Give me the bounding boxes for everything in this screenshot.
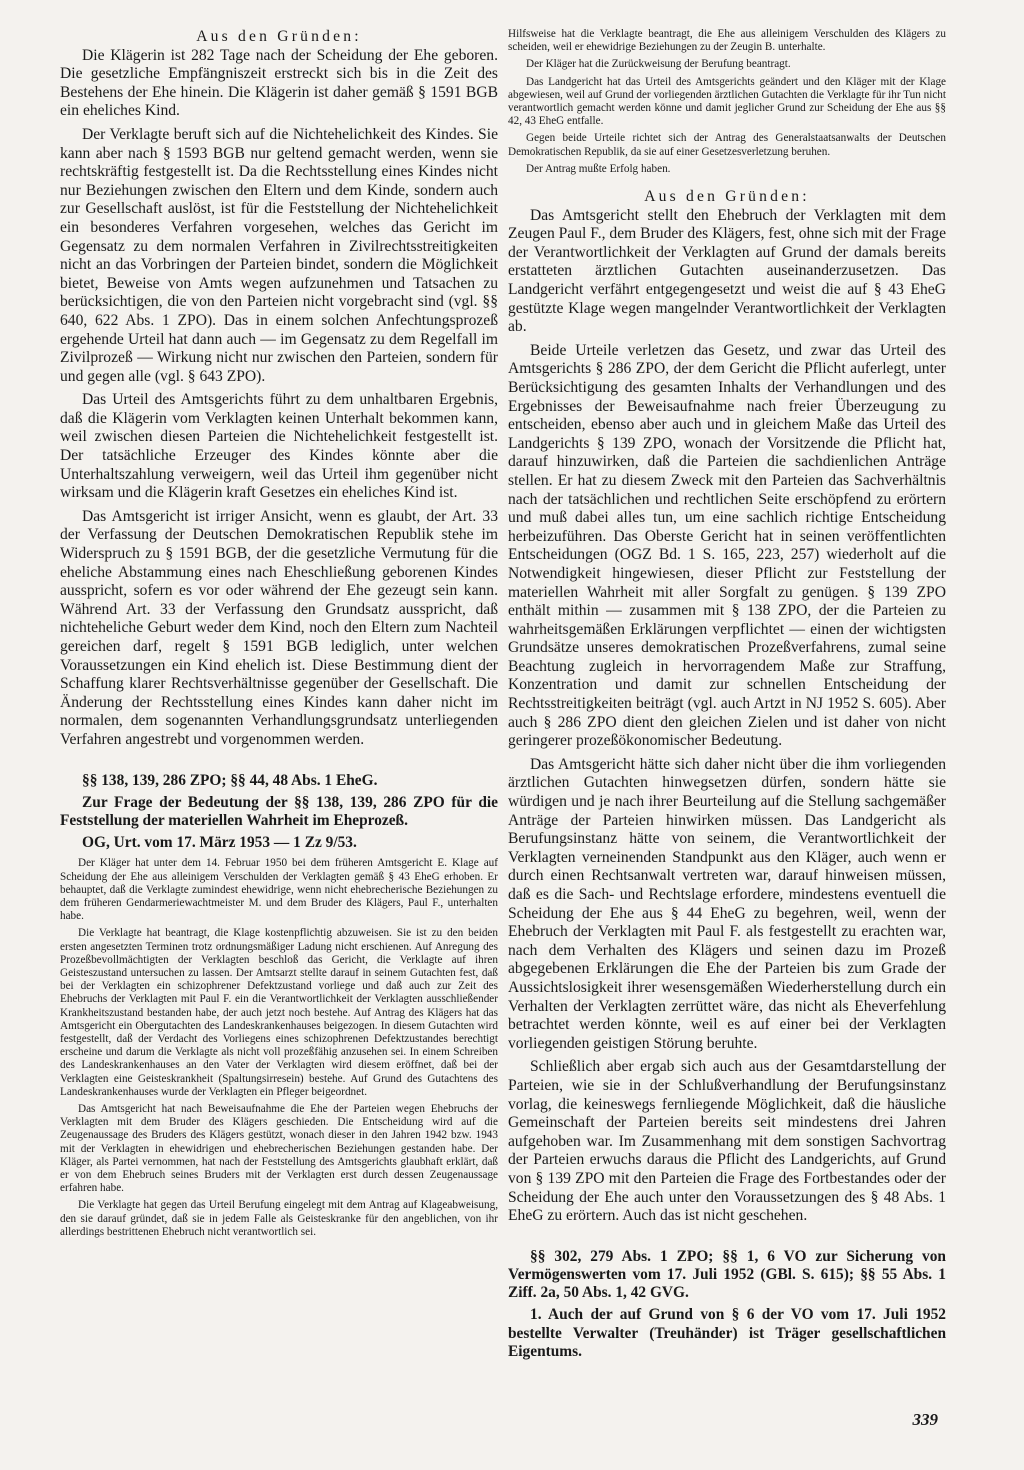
- paragraph: Das Amtsgericht stellt den Ehebruch der Verklagten mit dem Zeugen Paul F., dem Bruder des Klägers, fest, ohne sich mit der Frage der Verantwortlichkeit der Verklagten auf Grund der damals bereits erstatteten ärztlichen Gutachten auseinanderzusetzen. Das Landgericht verfährt entgegengesetzt und weist die auf § 43 EheG gestützte Klage wegen mangelnder Verantwortlichkeit der Verklagten ab.: [508, 206, 946, 336]
- law-reference: §§ 138, 139, 286 ZPO; §§ 44, 48 Abs. 1 EheG.: [82, 771, 378, 789]
- right-column: [508, 28, 946, 1361]
- paragraph: Das Urteil des Amtsgerichts führt zu dem unhaltbaren Ergebnis, daß die Klägerin vom Verklagten keinen Unterhalt bekommen kann, weil zwischen diesen Parteien die Nichtehelichkeit festgestellt ist. Der tatsächliche Erzeuger des Kindes könnte aber die Unterhaltszahlung verweigern, weil das Urteil ihm gegenüber nicht wirksam und die Klägerin kraft Gesetzes ein eheliches Kind ist.: [60, 391, 498, 502]
- small-paragraph: Gegen beide Urteile richtet sich der Antrag des Generalstaatsanwalts der Deutschen Demokratischen Republik, da sie auf einer Gesetzesverletzung beruhen.: [508, 132, 946, 158]
- small-paragraph: Das Landgericht hat das Urteil des Amtsgerichts geändert und den Kläger mit der Klage abgewiesen, weil auf Grund der vorliegenden ärztlichen Gutachten die Verklagte für ihr Tun nicht verantwortlich gemacht werden könne und damit jeglicher Grund zur Scheidung der Ehe aus §§ 42, 43 EheG entfalle.: [508, 75, 946, 128]
- small-paragraph: Hilfsweise hat die Verklagte beantragt, die Ehe aus alleinigem Verschulden des Klägers zu scheiden, weil er ehewidrige Beziehungen zu der Zeugin B. unterhalte.: [508, 28, 946, 54]
- case-citation: OG, Urt. vom 17. März 1953 — 1 Zz 9/53.: [82, 834, 357, 852]
- page-number: 339: [912, 1410, 938, 1429]
- small-paragraph: Der Kläger hat die Zurückweisung der Berufung beantragt.: [526, 58, 791, 71]
- paragraph: Beide Urteile verletzen das Gesetz, und zwar das Urteil des Amtsgerichts § 286 ZPO, der dem Gericht die Pflicht auferlegt, unter Berücksichtigung des gesamten Inhalts der Verhandlungen und des Ergebnisses der Beweisaufnahme nach freier Überzeugung zu entscheiden, ebenso aber auch und in gleichem Maße das Urteil des Landgerichts § 139 ZPO, wonach der Vorsitzende die Pflicht hat, darauf hinzuwirken, daß die Parteien die sachdienlichen Anträge stellen. Er hat zu diesem Zweck mit den Parteien das Sachverhältnis nach der tatsächlichen und rechtlichen Seite erschöpfend zu erörtern und muß dabei alles tun, um eine sachlich richtige Entscheidung herbeizuführen. Das Oberste Gericht hat in seinen veröffentlichten Entscheidungen (OGZ Bd. 1 S. 165, 223, 257) wiederholt auf die Notwendigkeit hingewiesen, dieser Pflicht zur Feststellung der materiellen Wahrheit mit aller Sorgfalt zu genügen. § 139 ZPO enthält mithin — zusammen mit § 138 ZPO, der die Parteien zu wahrheitsgemäßen Erklärungen verpflichtet — einen der wichtigsten Grundsätze unseres demokratischen Prozeßverfahrens, zumal seine Beachtung zugleich in hervorragendem Maße zur Straffung, Konzentration und damit zur schnellen Entscheidung der Rechtsstreitigkeiten beiträgt (vgl. auch Artzt in NJ 1952 S. 605). Aber auch § 286 ZPO dient den gleichen Zielen und ist daher von nicht geringerer prozeßökonomischer Bedeutung.: [508, 341, 946, 750]
- small-paragraph: Der Kläger hat unter dem 14. Februar 1950 bei dem früheren Amtsgericht E. Klage auf Scheidung der Ehe aus alleinigem Verschulden der Verklagten gemäß § 43 EheG erhoben. Er behauptet, daß die Verklagte zumindest ehewidrige, wenn nicht ehebrecherische Beziehungen zu dem früheren Gendarmeriewachtmeister M. und dem Bruder des Klägers, Paul F., unterhalten habe.: [60, 857, 498, 923]
- paragraph: Das Amtsgericht hätte sich daher nicht über die ihm vorliegenden ärztlichen Gutachten hinwegsetzen dürfen, sondern hätte sie würdigen und je nach ihrer Beurteilung auf die Stellung sachgemäßer Anträge der Parteien hinwirken müssen. Das Landgericht als Berufungsinstanz hätte von seinem, die Verantwortlichkeit der Verklagten verneinenden Standpunkt aus den Kläger, auch wenn er durch einen Rechtsanwalt vertreten war, darauf hinweisen müssen, daß es die Sach- und Rechtslage erfordere, mindestens eventuell die Scheidung der Ehe aus § 44 EheG zu begehren, weil, wenn der Ehebruch der Verklagten mit Paul F. als festgestellt zu erachten war, nach dem Verhalten des Klägers und seinen dazu im Prozeß abgegebenen Erklärungen die Ehe der Parteien bis zum Grade der Aussichtslosigkeit ihrer wesensgemäßen Wiederherstellung durch ein Verhalten der Verklagten zerrüttet wäre, das nicht als Eheverfehlung betrachtet werden könnte, weil es auf einer bei der Verklagten vorliegenden geistigen Störung beruhte.: [508, 755, 946, 1052]
- section-heading: Aus den Gründen:: [196, 28, 362, 45]
- paragraph: Das Amtsgericht ist irriger Ansicht, wenn es glaubt, der Art. 33 der Verfassung der Deutschen Demokratischen Republik stehe im Widerspruch zu § 1591 BGB, der die gesetzliche Vermutung für die eheliche Abstammung eines nach Eheschließung geborenen Kindes ausspricht, sofern es vor oder während der Ehe gezeugt sein kann. Während Art. 33 der Verfassung den Grundsatz ausspricht, daß nichteheliche Geburt weder dem Kind, noch den Eltern zum Nachteil gereichen darf, regelt § 1591 BGB lediglich, unter welchen Voraussetzungen ein Kind ehelich ist. Diese Bestimmung dient der Schaffung klarer Rechtsverhältnisse gegenüber der Gesellschaft. Die Änderung der Rechtsstellung eines Kindes kann daher nicht im normalen, dem sogenannten Verhandlungsgrundsatz unterliegenden Verfahren angestrebt und vorgenommen werden.: [60, 507, 498, 748]
- paragraph: Schließlich aber ergab sich auch aus der Gesamtdarstellung der Parteien, wie sie in der Schlußverhandlung der Berufungsinstanz vorlag, die keineswegs fernliegende Möglichkeit, daß die häusliche Gemeinschaft der Parteien bereits seit mindestens drei Jahren aufgehoben war. Im Zusammenhang mit dem sonstigen Sachvortrag der Parteien erwuchs daraus die Pflicht des Landgerichts, auf Grund von § 139 ZPO mit den Parteien die Frage des Fortbestandes oder der Scheidung der Ehe auch unter den Voraussetzungen des § 48 Abs. 1 EheG zu erörtern. Auch das ist nicht geschehen.: [508, 1058, 946, 1225]
- section-heading: Aus den Gründen:: [644, 188, 810, 206]
- case-headnote: 1. Auch der auf Grund von § 6 der VO vom 17. Juli 1952 bestellte Verwalter (Treuhänder) ist Träger gesellschaftlichen Eigentums.: [508, 1306, 946, 1360]
- small-paragraph: Das Amtsgericht hat nach Beweisaufnahme die Ehe der Parteien wegen Ehebruchs der Verklagten mit dem Bruder des Klägers geschieden. Die Entscheidung wird auf die Zeugenaussage des Bruders des Klägers gestützt, wonach dieser in den Jahren 1942 bzw. 1943 mit der Verklagten in ehewidrigen und ehebrecherischen Beziehungen gestanden habe. Der Kläger, als Partei vernommen, hat nach der Feststellung des Amtsgerichts glaubhaft erklärt, daß er von dem Ehebruch seines Bruders mit der Verklagten erst durch dessen Zeugenaussage erfahren habe.: [60, 1103, 498, 1195]
- small-paragraph: Der Antrag mußte Erfolg haben.: [526, 162, 671, 175]
- case-headnote: Zur Frage der Bedeutung der §§ 138, 139, 286 ZPO für die Feststellung der materiellen Wahrheit im Eheprozeß.: [60, 793, 498, 829]
- law-reference: §§ 302, 279 Abs. 1 ZPO; §§ 1, 6 VO zur Sicherung von Vermögenswerten vom 17. Juli 1952 (GBl. S. 615); §§ 55 Abs. 1 Ziff. 2a, 50 Abs. 1, 42 GVG.: [508, 1247, 946, 1302]
- paragraph: Die Klägerin ist 282 Tage nach der Scheidung der Ehe geboren. Die gesetzliche Empfängniszeit erstreckt sich bis in die Zeit des Bestehens der Ehe hinein. Die Klägerin ist daher gemäß § 1591 BGB ein eheliches Kind.: [60, 46, 498, 120]
- small-paragraph: Die Verklagte hat gegen das Urteil Berufung eingelegt mit dem Antrag auf Klageabweisung, den sie darauf gründet, daß sie in jedem Falle als Geisteskranke für den angeblichen, von ihr allerdings bestrittenen Ehebruch nicht verantwortlich sei.: [60, 1199, 498, 1238]
- left-column: [60, 28, 498, 1239]
- paragraph: Der Verklagte beruft sich auf die Nichtehelichkeit des Kindes. Sie kann aber nach § 1593 BGB nur geltend gemacht werden, wenn sie rechtskräftig festgestellt ist. Da die Rechtsstellung eines Kindes nicht nur Beziehungen zwischen den Eltern und dem Kinde, sondern auch zur Gesellschaft auslöst, ist für die Feststellung der Nichtehelichkeit ein besonderes Verfahren vorgesehen, welches das Gericht im Gegensatz zu dem normalen Verfahren in Zivilrechtsstreitigkeiten nicht an das Vorbringen der Parteien bindet, sondern die Möglichkeit bietet, Beweise von Amts wegen aufzunehmen und Tatsachen zu berücksichtigen, die von den Parteien nicht vorgebracht sind (vgl. §§ 640, 622 Abs. 1 ZPO). Das in einem solchen Anfechtungsprozeß ergehende Urteil hat dann auch — im Gegensatz zu dem Regelfall im Zivilprozeß — Wirkung nicht nur zwischen den Parteien, sondern für und gegen alle (vgl. § 643 ZPO).: [60, 125, 498, 385]
- small-paragraph: Die Verklagte hat beantragt, die Klage kostenpflichtig abzuweisen. Sie ist zu den beiden ersten angesetzten Terminen trotz ordnungsmäßiger Ladung nicht erschienen. Auf Anregung des Prozeßbevollmächtigten der Verklagten beschloß das Gericht, die Verklagte auf ihren Geisteszustand untersuchen zu lassen. Der Amtsarzt stellte darauf in seinem Gutachten fest, daß bei der Verklagten ein schizophrener Defektzustand vorliege und daß auch zur Zeit des Ehebruchs der Verklagten mit Paul F. ein die Verantwortlichkeit der Verklagten ausschließender Krankheitszustand bestanden habe, der auch jetzt noch bestehe. Auf Antrag des Klägers hat das Amtsgericht ein Obergutachten des Landeskrankenhauses beigezogen. In diesem Gutachten wird festgestellt, daß der Verdacht des Vorliegens eines schizophrenen Defektzustandes berechtigt erscheine und darum die Verklagte als nicht voll prozeßfähig anzusehen sei. In einem Schreiben des Landeskrankenhauses an den Vater der Verklagten wird diesem eröffnet, daß bei der Verklagten eine Geisteskrankheit (Spaltungsirresein) bestehe. Auf Grund des Gutachtens des Landeskrankenhauses wurde der Verklagten ein Pfleger beigeordnet.: [60, 927, 498, 1098]
